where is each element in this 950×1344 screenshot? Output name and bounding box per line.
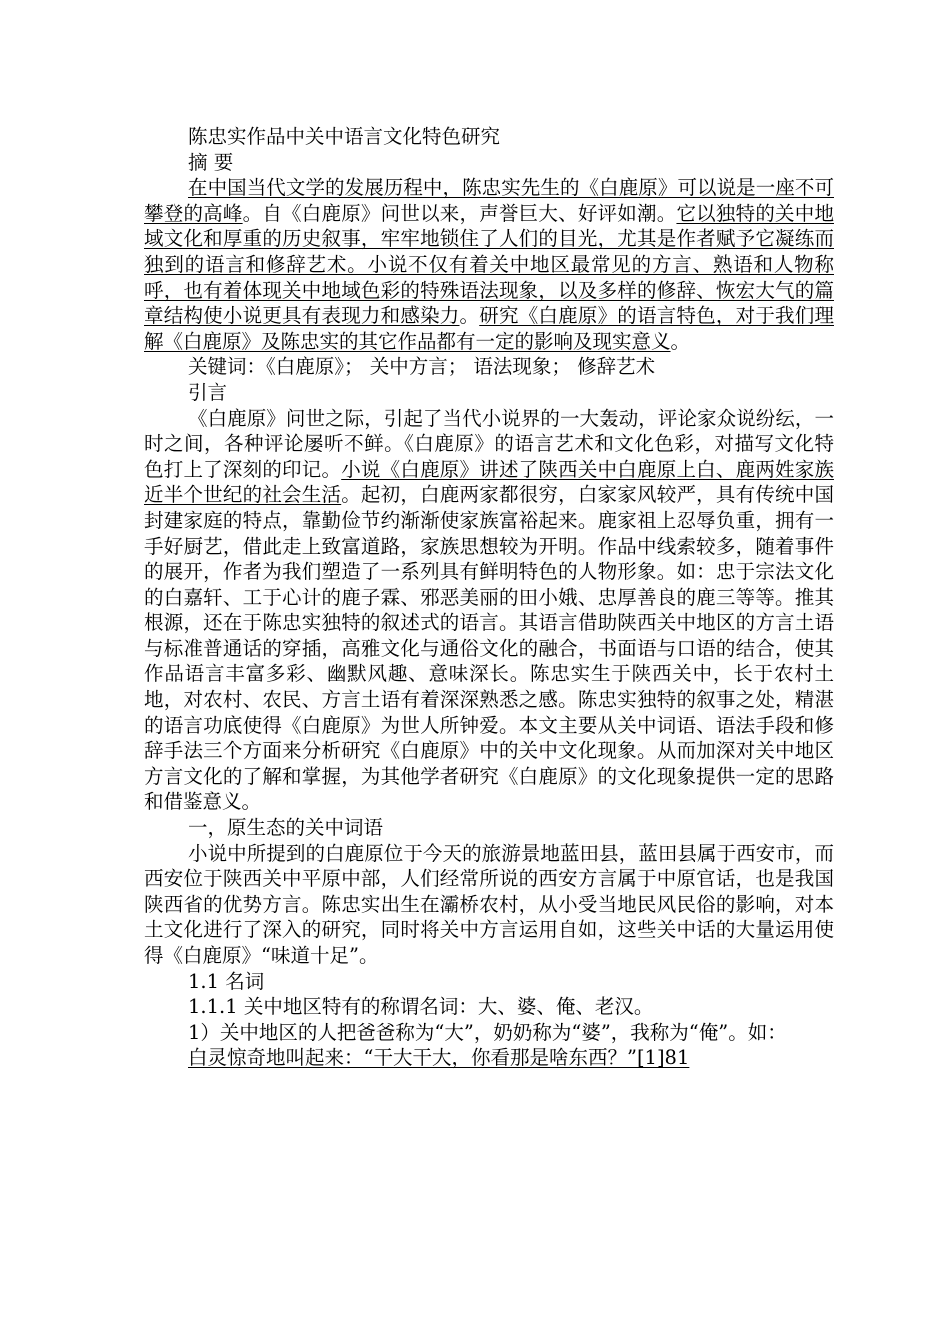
intro-segment: 小说《白鹿原》讲述了陕西关中白鹿原上白、鹿两姓家族近半个世纪的社会生活 [144,457,834,507]
abstract-segment: 研究《白鹿原》的语言特色，对于我们理解《白鹿原》及陈忠实的其它作品都有一定的影响及现实意义 [144,304,834,353]
abstract-segment: 它以独特的关中地域文化和厚重的历史叙事，牢牢地锁住了人们的目光，尤其是作者赋予它凝练而独到的语言和修辞艺术。小说不仅有着关中地区最常见的方言、熟语和人物称呼，也有着体现关中地域色彩的特殊语法现象，以及多样的修辞、恢宏大气的篇章结构使小说更具有表现力和感染力 [144,201,834,328]
subsubsection-heading: 1.1.1 关中地区特有的称谓名词：大、婆、俺、老汉。 [188,995,654,1019]
intro-paragraph [144,406,834,816]
quotation [144,1045,834,1071]
abstract-segment: 。 [459,304,480,328]
section-heading: 一，原生态的关中词语 [188,816,384,840]
section-paragraph: 小说中所提到的白鹿原位于今天的旅游景地蓝田县，蓝田县属于西安市，而西安位于陕西关中平原中部，人们经常所说的西安方言属于中原官话，也是我国陕西省的优势方言。陈忠实出生在灞桥农村，从小受当地民风民俗的影响，对本土文化进行了深入的研究，同时将关中方言运用自如，这些关中话的大量运用使得《白鹿原》“味道十足”。 [144,841,834,967]
list-item: 1）关中地区的人把爸爸称为“大”，奶奶称为“婆”，我称为“俺”。如： [188,1020,787,1044]
document-body [144,124,834,1071]
keywords: 关键词：《白鹿原》； 关中方言； 语法现象； 修辞艺术 [188,355,656,379]
intro-segment: 。起初，白鹿两家都很穷，白家家风较严，具有传统中国封建家庭的特点，靠勤俭节约渐渐使家族富裕起来。鹿家祖上忍辱负重，拥有一手好厨艺，借此走上致富道路，家族思想较为开明。作品中线索较多，随着事件的展开，作者为我们塑造了一系列具有鲜明特色的人物形象。如：忠于宗法文化的白嘉轩、工于心计的鹿子霖、邪恶美丽的田小娥、忠厚善良的鹿三等等。推其根源，还在于陈忠实独特的叙述式的语言。其语言借助陕西关中地区的方言土语与标准普通话的穿插，高雅文化与通俗文化的融合，书面语与口语的结合，使其作品语言丰富多彩、幽默风趣、意味深长。陈忠实生于陕西关中，长于农村土地，对农村、农民、方言土语有着深深熟悉之感。陈忠实独特的叙事之处，精湛的语言功底使得《白鹿原》为世人所钟爱。本文主要从关中词语、语法手段和修辞手法三个方面来分析研究《白鹿原》中的关中文化现象。从而加深对关中地区方言文化的了解和掌握，为其他学者研究《白鹿原》的文化现象提供一定的思路和借鉴意义。 [144,483,834,814]
quotation-text: 白灵惊奇地叫起来：“干大干大，你看那是啥东西？”[1]81 [188,1046,690,1070]
abstract-heading: 摘 要 [188,150,234,174]
abstract-segment: 。自《白鹿原》问世以来，声誉巨大、好评如潮。 [242,201,677,225]
subsection-heading: 1.1 名词 [188,969,265,993]
abstract-paragraph [144,175,834,354]
document-title: 陈忠实作品中关中语言文化特色研究 [188,125,501,148]
abstract-segment: 。 [670,329,691,353]
abstract-segment: 在中国当代文学的发展历程中，陈忠实先生的《白鹿原》可以说是一座不可攀登的高峰 [144,176,834,225]
intro-segment: 《白鹿原》问世之际，引起了当代小说界的一大轰动，评论家众说纷纭，一时之间，各种评论屡听不鲜。《白鹿原》的语言艺术和文化色彩，对描写文化特色打上了深刻的印记。 [144,406,834,481]
intro-heading: 引言 [188,380,228,404]
